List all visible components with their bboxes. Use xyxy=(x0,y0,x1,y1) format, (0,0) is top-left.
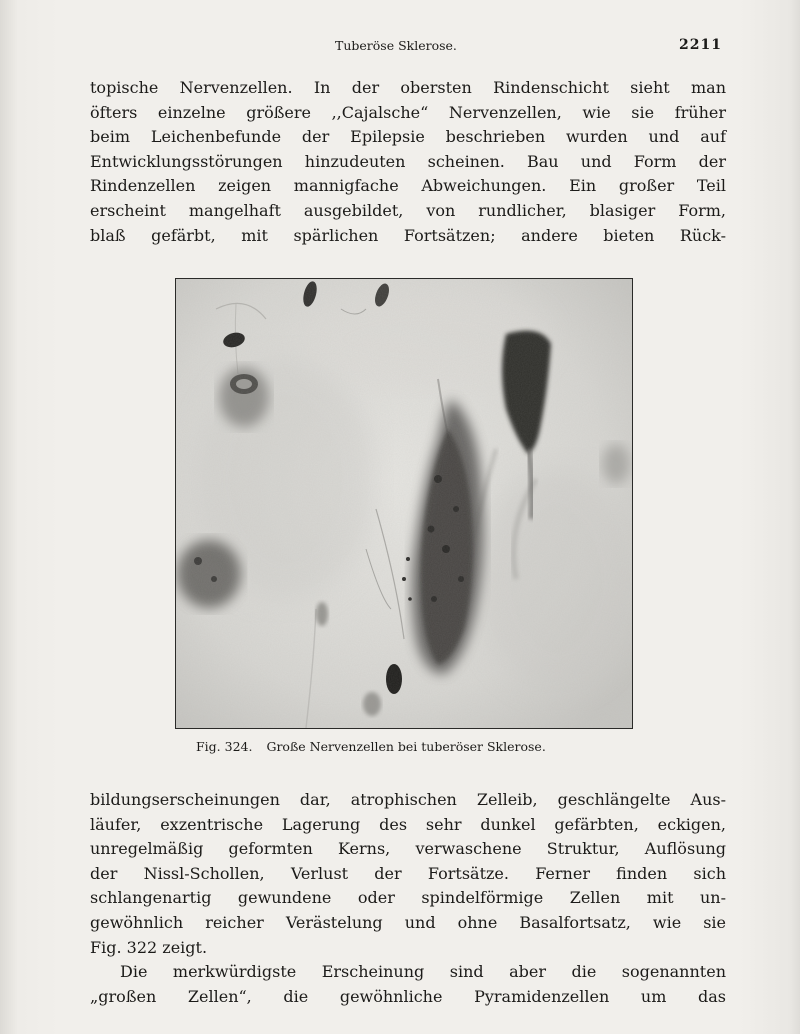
text-line: öfters einzelne größere ,,Cajalsche“ Nervenzellen, wie sie früher xyxy=(90,102,726,122)
text-line: bildungserscheinungen dar, atrophischen Zelleib, geschlängelte Aus- xyxy=(90,790,726,809)
text-line: „großen Zellen“, die gewöhnliche Pyramidenzellen um das xyxy=(90,986,726,1006)
text-line: gewöhnlich reicher Verästelung und ohne Basalfortsatz, wie sie xyxy=(90,912,726,932)
text-line: Entwicklungsstörungen hinzudeuten scheinen. Bau und Form der xyxy=(90,151,726,171)
text-line: Rindenzellen zeigen mannigfache Abweichungen. Ein großer Teil xyxy=(90,176,726,196)
text-line: läufer, exzentrische Lagerung des sehr dunkel gefärbten, eckigen, xyxy=(90,814,726,834)
text-line: der Nissl-Schollen, Verlust der Fortsätze. Ferner finden sich xyxy=(90,863,726,883)
running-title: Tuberöse Sklerose. xyxy=(335,38,457,53)
text-line: schlangenartig gewundene oder spindelförmige Zellen mit un- xyxy=(90,888,726,908)
figure-caption xyxy=(196,739,546,754)
figure-label: Fig. 324. xyxy=(196,739,253,754)
micrograph-image xyxy=(176,279,632,728)
paragraph-1 xyxy=(90,76,726,248)
running-head xyxy=(0,38,800,58)
page-number: 2211 xyxy=(679,37,722,53)
text-line: topische Nervenzellen. In der obersten Rindenschicht sieht man xyxy=(90,78,726,97)
figure-caption-text: Große Nervenzellen bei tuberöser Sklerose. xyxy=(266,739,546,754)
text-line: blaß gefärbt, mit spärlichen Fortsätzen; andere bieten Rück- xyxy=(90,225,726,245)
paragraph-2 xyxy=(90,788,726,1009)
text-line: unregelmäßig geformten Kerns, verwaschene Struktur, Auflösung xyxy=(90,839,726,859)
text-line: Die merkwürdigste Erscheinung sind aber die sogenannten xyxy=(120,962,726,982)
text-line: beim Leichenbefunde der Epilepsie beschrieben wurden und auf xyxy=(90,127,726,147)
micrograph-figure xyxy=(175,278,633,729)
text-line: Fig. 322 zeigt. xyxy=(90,937,208,957)
text-line: erscheint mangelhaft ausgebildet, von rundlicher, blasiger Form, xyxy=(90,200,726,220)
